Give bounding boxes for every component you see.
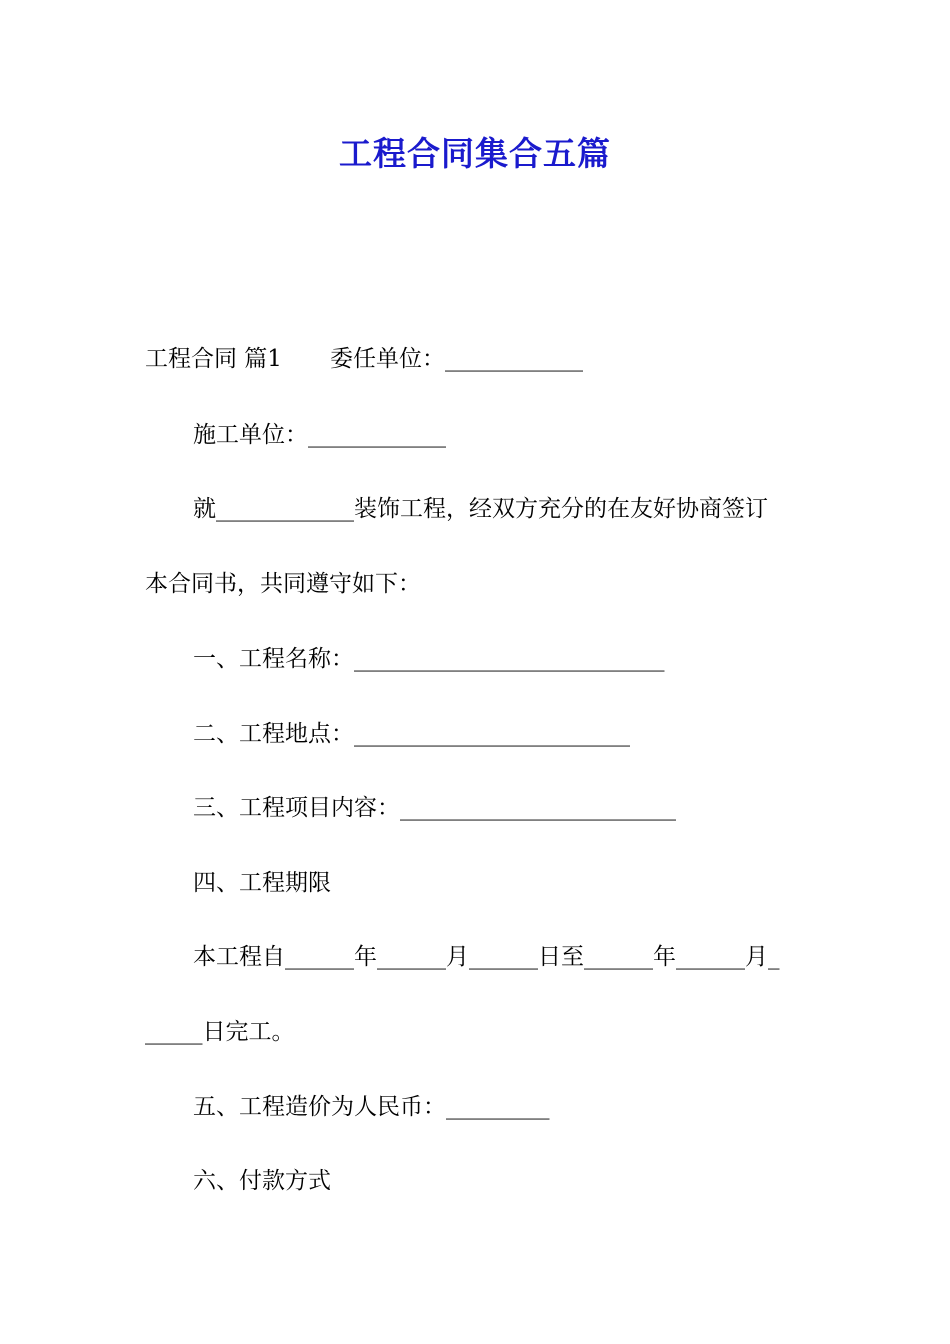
document-title: 工程合同集合五篇 [339, 134, 611, 173]
section-label: 工程合同 篇1 [145, 346, 282, 372]
project-content-field: 三、工程项目内容：________________________ [193, 795, 676, 821]
project-location-field: 二、工程地点：________________________ [193, 721, 630, 747]
contract-heading-line [145, 341, 583, 377]
project-period-line-2: _____日完工。 [145, 1019, 295, 1045]
project-period-line-1: 本工程自______年______月______日至______年______月_ [193, 944, 780, 970]
intro-paragraph-line-2: 本合同书，共同遵守如下： [145, 571, 421, 597]
project-name-field: 一、工程名称：___________________________ [193, 646, 665, 672]
client-field: 委任单位：____________ [329, 346, 583, 372]
project-period-heading: 四、工程期限 [193, 870, 331, 896]
contractor-field: 施工单位：____________ [193, 422, 446, 448]
intro-paragraph-line-1: 就____________装饰工程，经双方充分的在友好协商签订 [193, 496, 768, 522]
project-cost-field: 五、工程造价为人民币：_________ [193, 1094, 550, 1120]
payment-method-heading: 六、付款方式 [193, 1168, 331, 1194]
